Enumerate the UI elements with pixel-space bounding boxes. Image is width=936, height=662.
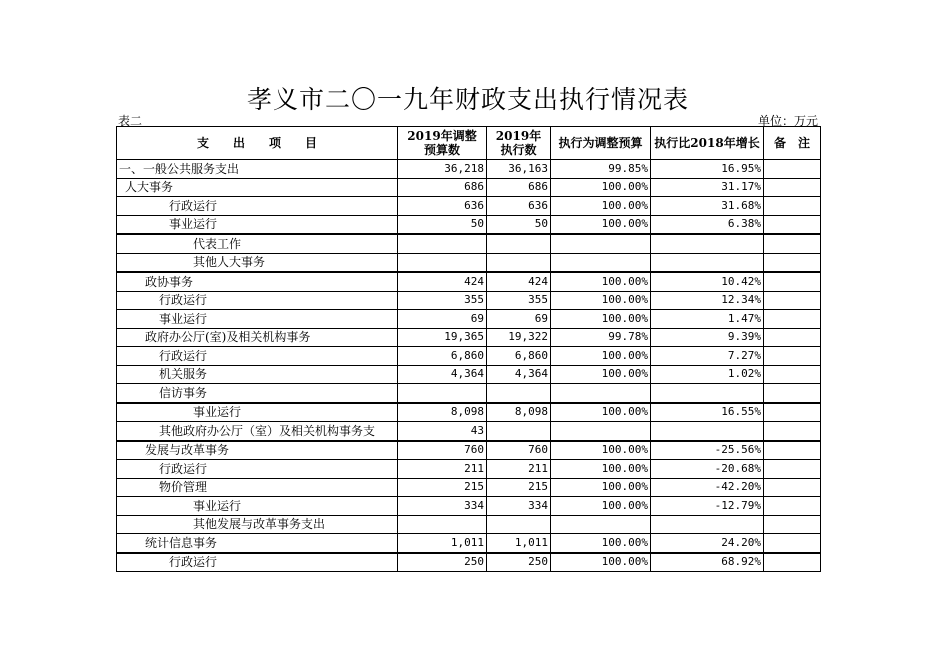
ratio-cell [551, 234, 651, 253]
table-row [117, 234, 821, 253]
remark-cell [764, 160, 821, 179]
table-row [117, 403, 821, 422]
ratio-cell: 100.00% [551, 291, 651, 310]
item-name: 行政运行 [117, 460, 398, 479]
table-row [117, 534, 821, 553]
item-name: 物价管理 [117, 478, 398, 497]
ratio-cell: 100.00% [551, 441, 651, 460]
growth-cell: 31.68% [651, 197, 764, 216]
ratio-cell [551, 422, 651, 441]
item-name: 行政运行 [117, 553, 398, 572]
exec-cell: 760 [487, 441, 551, 460]
exec-cell [487, 234, 551, 253]
table-row [117, 553, 821, 572]
budget-cell: 69 [398, 310, 487, 329]
ratio-cell: 100.00% [551, 553, 651, 572]
ratio-cell: 100.00% [551, 460, 651, 479]
exec-cell [487, 384, 551, 403]
exec-cell: 250 [487, 553, 551, 572]
remark-cell [764, 403, 821, 422]
budget-cell: 686 [398, 178, 487, 197]
exec-cell: 211 [487, 460, 551, 479]
item-name: 政府办公厅(室)及相关机构事务 [117, 328, 398, 347]
growth-cell: 6.38% [651, 215, 764, 234]
remark-cell [764, 215, 821, 234]
budget-cell: 50 [398, 215, 487, 234]
exec-cell [487, 515, 551, 534]
remark-cell [764, 460, 821, 479]
header-remark: 备 注 [764, 127, 821, 160]
ratio-cell: 100.00% [551, 310, 651, 329]
growth-cell: -42.20% [651, 478, 764, 497]
item-name: 其他政府办公厅（室）及相关机构事务支 [117, 422, 398, 441]
exec-cell: 424 [487, 272, 551, 291]
budget-cell: 424 [398, 272, 487, 291]
table-row [117, 347, 821, 366]
growth-cell: -20.68% [651, 460, 764, 479]
item-name: 一、一般公共服务支出 [117, 160, 398, 179]
budget-cell [398, 253, 487, 272]
budget-cell: 36,218 [398, 160, 487, 179]
growth-cell: 10.42% [651, 272, 764, 291]
exec-cell: 36,163 [487, 160, 551, 179]
ratio-cell: 100.00% [551, 534, 651, 553]
growth-cell [651, 253, 764, 272]
unit-label: 单位：万元 [757, 114, 818, 128]
item-name: 事业运行 [117, 497, 398, 516]
exec-cell [487, 422, 551, 441]
exec-cell: 69 [487, 310, 551, 329]
remark-cell [764, 365, 821, 384]
remark-cell [764, 497, 821, 516]
growth-cell: 24.20% [651, 534, 764, 553]
growth-cell: -25.56% [651, 441, 764, 460]
remark-cell [764, 328, 821, 347]
growth-cell: -12.79% [651, 497, 764, 516]
ratio-cell: 100.00% [551, 347, 651, 366]
growth-cell: 7.27% [651, 347, 764, 366]
budget-cell: 8,098 [398, 403, 487, 422]
remark-cell [764, 253, 821, 272]
growth-cell [651, 234, 764, 253]
budget-cell: 1,011 [398, 534, 487, 553]
item-name: 统计信息事务 [117, 534, 398, 553]
table-row [117, 328, 821, 347]
remark-cell [764, 310, 821, 329]
table-label: 表二 [118, 114, 143, 128]
exec-cell: 334 [487, 497, 551, 516]
growth-cell [651, 515, 764, 534]
exec-cell: 8,098 [487, 403, 551, 422]
table-row [117, 291, 821, 310]
remark-cell [764, 272, 821, 291]
item-name: 行政运行 [117, 197, 398, 216]
item-name: 事业运行 [117, 215, 398, 234]
exec-cell: 6,860 [487, 347, 551, 366]
growth-cell: 1.02% [651, 365, 764, 384]
budget-cell: 250 [398, 553, 487, 572]
header-item: 支 出 项 目 [117, 127, 398, 160]
table-row [117, 515, 821, 534]
item-name: 代表工作 [117, 234, 398, 253]
table-row [117, 497, 821, 516]
table-row [117, 441, 821, 460]
remark-cell [764, 441, 821, 460]
exec-cell: 19,322 [487, 328, 551, 347]
table-row [117, 365, 821, 384]
exec-cell: 686 [487, 178, 551, 197]
budget-cell [398, 384, 487, 403]
ratio-cell [551, 384, 651, 403]
page-title: 孝义市二〇一九年财政支出执行情况表 [246, 85, 689, 114]
remark-cell [764, 234, 821, 253]
table-row [117, 197, 821, 216]
growth-cell: 31.17% [651, 178, 764, 197]
header-budget-line1: 2019年调整 [407, 129, 477, 143]
ratio-cell: 99.85% [551, 160, 651, 179]
ratio-cell: 100.00% [551, 497, 651, 516]
budget-cell: 355 [398, 291, 487, 310]
growth-cell: 16.95% [651, 160, 764, 179]
expenditure-table [116, 126, 821, 572]
item-name: 事业运行 [117, 310, 398, 329]
header-exec-line2: 执行数 [500, 143, 537, 157]
item-name: 其他发展与改革事务支出 [117, 515, 398, 534]
table-row [117, 422, 821, 441]
growth-cell [651, 422, 764, 441]
table-row [117, 160, 821, 179]
exec-cell: 50 [487, 215, 551, 234]
budget-cell: 19,365 [398, 328, 487, 347]
item-name: 行政运行 [117, 347, 398, 366]
budget-cell: 636 [398, 197, 487, 216]
item-name: 信访事务 [117, 384, 398, 403]
budget-cell: 6,860 [398, 347, 487, 366]
growth-cell: 12.34% [651, 291, 764, 310]
header-exec-line1: 2019年 [495, 129, 542, 143]
growth-cell: 16.55% [651, 403, 764, 422]
growth-cell: 68.92% [651, 553, 764, 572]
remark-cell [764, 347, 821, 366]
header-growth: 执行比2018年增长 [651, 127, 764, 160]
ratio-cell: 100.00% [551, 178, 651, 197]
budget-cell [398, 234, 487, 253]
item-name: 其他人大事务 [117, 253, 398, 272]
header-budget-line2: 预算数 [423, 143, 460, 157]
item-name: 政协事务 [117, 272, 398, 291]
ratio-cell: 100.00% [551, 365, 651, 384]
table-row [117, 178, 821, 197]
remark-cell [764, 178, 821, 197]
table-row [117, 460, 821, 479]
remark-cell [764, 384, 821, 403]
remark-cell [764, 197, 821, 216]
budget-cell: 4,364 [398, 365, 487, 384]
table-row [117, 478, 821, 497]
ratio-cell: 100.00% [551, 403, 651, 422]
growth-cell: 9.39% [651, 328, 764, 347]
budget-cell: 760 [398, 441, 487, 460]
header-budget [398, 127, 487, 160]
budget-cell: 43 [398, 422, 487, 441]
remark-cell [764, 553, 821, 572]
table-row [117, 384, 821, 403]
item-name: 行政运行 [117, 291, 398, 310]
growth-cell: 1.47% [651, 310, 764, 329]
item-name: 发展与改革事务 [117, 441, 398, 460]
ratio-cell: 100.00% [551, 272, 651, 291]
ratio-cell: 100.00% [551, 197, 651, 216]
ratio-cell [551, 515, 651, 534]
item-name: 人大事务 [117, 178, 398, 197]
header-exec [487, 127, 551, 160]
exec-cell: 4,364 [487, 365, 551, 384]
header-ratio: 执行为调整预算 [551, 127, 651, 160]
item-name: 机关服务 [117, 365, 398, 384]
remark-cell [764, 515, 821, 534]
ratio-cell [551, 253, 651, 272]
table-row [117, 272, 821, 291]
growth-cell [651, 384, 764, 403]
ratio-cell: 99.78% [551, 328, 651, 347]
table-row [117, 215, 821, 234]
exec-cell [487, 253, 551, 272]
table-row [117, 253, 821, 272]
exec-cell: 215 [487, 478, 551, 497]
item-name: 事业运行 [117, 403, 398, 422]
remark-cell [764, 291, 821, 310]
budget-cell [398, 515, 487, 534]
exec-cell: 1,011 [487, 534, 551, 553]
budget-cell: 334 [398, 497, 487, 516]
ratio-cell: 100.00% [551, 478, 651, 497]
exec-cell: 355 [487, 291, 551, 310]
remark-cell [764, 478, 821, 497]
remark-cell [764, 534, 821, 553]
budget-cell: 211 [398, 460, 487, 479]
exec-cell: 636 [487, 197, 551, 216]
remark-cell [764, 422, 821, 441]
ratio-cell: 100.00% [551, 215, 651, 234]
table-header-row [117, 127, 821, 160]
budget-cell: 215 [398, 478, 487, 497]
table-row [117, 310, 821, 329]
